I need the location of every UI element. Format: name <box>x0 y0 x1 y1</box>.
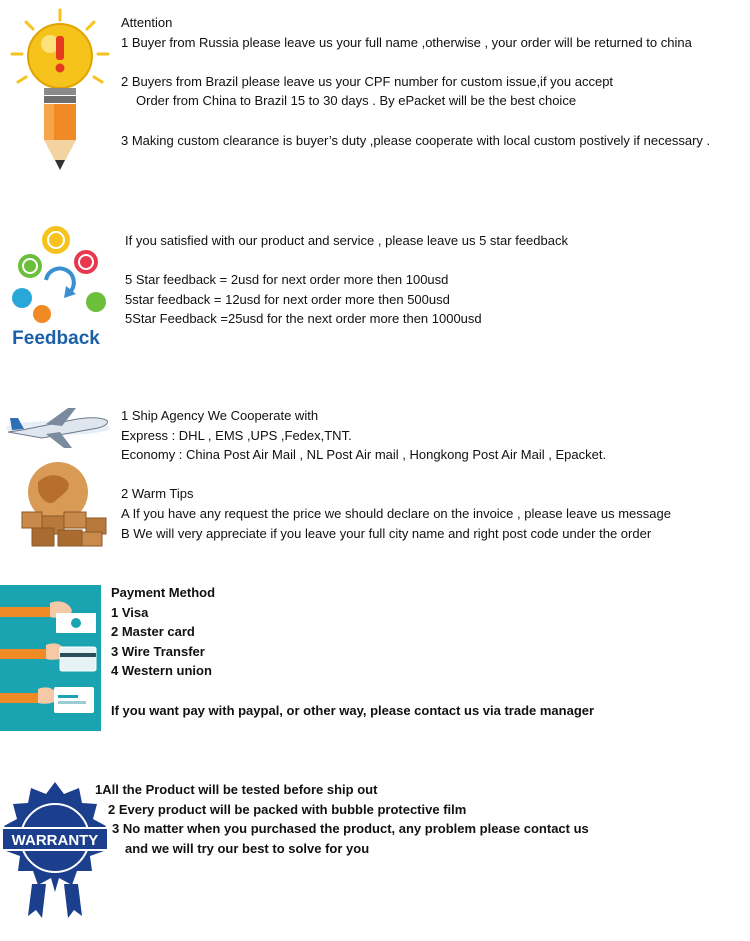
feedback-icon-label: Feedback <box>12 328 100 349</box>
airplane-globe-icon <box>2 402 114 552</box>
payment-method-4: 4 Western union <box>111 663 212 679</box>
payment-note: If you want pay with paypal, or other way, please contact us via trade manager <box>111 702 595 718</box>
attention-title: Attention <box>121 15 173 30</box>
warm-tips-heading: 2 Warm Tips <box>121 486 194 502</box>
warm-tip-b: B We will very appreciate if you leave your full city name and right post code under the order <box>121 525 652 541</box>
payment-method-2: 2 Master card <box>111 624 195 640</box>
attention-item-2-line-1: 2 Buyers from Brazil please leave us your CPF number for custom issue,if you accept <box>121 73 614 89</box>
payment-section <box>0 580 750 740</box>
lightbulb-pencil-icon <box>8 8 112 178</box>
warranty-badge-label: WARRANTY <box>11 832 99 849</box>
feedback-intro: If you satisfied with our product and service , please leave us 5 star feedback <box>125 233 568 248</box>
warranty-line-4: and we will try our best to solve for you <box>125 840 370 856</box>
feedback-line-2: 5star feedback = 12usd for next order more then 500usd <box>125 291 450 307</box>
payment-heading: Payment Method <box>111 585 216 600</box>
feedback-icon <box>6 222 112 350</box>
shipping-economy: Economy : China Post Air Mail , NL Post Air mail , Hongkong Post Air Mail , Epacket. <box>121 447 607 463</box>
payment-method-3: 3 Wire Transfer <box>111 643 205 659</box>
attention-item-3: 3 Making custom clearance is buyer’s duty ,please cooperate with local custom postively if necessary . <box>121 132 711 148</box>
payment-method-1: 1 Visa <box>111 604 149 620</box>
attention-item-2-line-2: Order from China to Brazil 15 to 30 days . By ePacket will be the best choice <box>136 93 577 109</box>
warm-tip-a: A If you have any request the price we should declare on the invoice , please leave us message <box>121 505 671 521</box>
warranty-badge-icon <box>2 780 108 920</box>
shipping-express: Express : DHL , EMS ,UPS ,Fedex,TNT. <box>121 427 352 443</box>
warranty-line-2: 2 Every product will be packed with bubble protective film <box>108 801 467 817</box>
warranty-section <box>0 770 750 941</box>
shipping-heading: 1 Ship Agency We Cooperate with <box>121 408 319 423</box>
shipping-section <box>0 400 750 560</box>
warranty-line-1: 1All the Product will be tested before ship out <box>95 782 378 797</box>
feedback-line-1: 5 Star feedback = 2usd for next order more then 100usd <box>125 272 449 288</box>
feedback-section <box>0 210 750 360</box>
warranty-line-3: 3 No matter when you purchased the product, any problem please contact us <box>112 821 589 837</box>
attention-item-1: 1 Buyer from Russia please leave us your full name ,otherwise , your order will be returned to china <box>121 34 692 50</box>
payment-hands-icon <box>0 585 101 731</box>
feedback-line-3: 5Star Feedback =25usd for the next order more then 1000usd <box>125 311 482 327</box>
attention-section <box>0 0 750 200</box>
